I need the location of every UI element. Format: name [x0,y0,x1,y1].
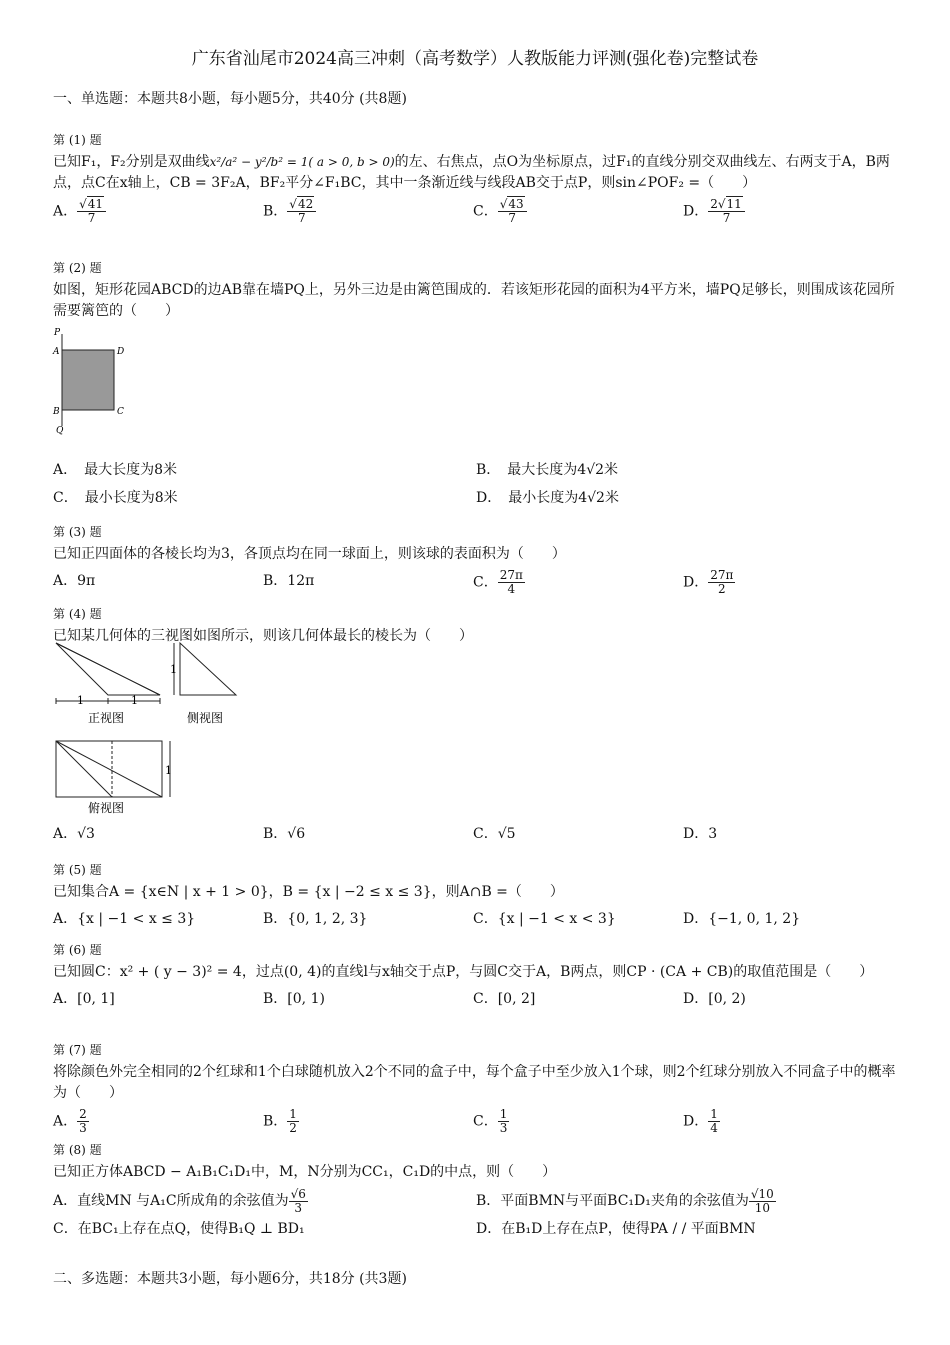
question-stem: 已知某几何体的三视图如图所示，则该几何体最长的棱长为（ ） [53,628,473,644]
label-a: A [53,347,60,357]
option-d[interactable]: D． $\frac{1}{4}$ [683,1107,718,1135]
dim-top: 1 [165,764,172,777]
option-a[interactable]: A．直线MN 与A₁C所成角的余弦值为 $\frac{√6}{3}$ [53,1186,306,1215]
question-number: 第 (6) 题 [53,943,102,957]
option-d[interactable]: D． $\frac{27\pi}{2}$ [683,568,734,596]
question-stem: 已知圆C：x² + ( y − 3)² = 4，过点(0, 4)的直线l与x轴交于点P，与圆C交于A，B两点，则CP · (CA + CB)的取值范围是（ ） [53,964,874,980]
option-a[interactable]: A．{x | −1 < x ≤ 3} [53,911,196,927]
question-number: 第 (1) 题 [53,133,102,147]
option-a[interactable]: A． $\frac{√41}{7}$ [53,198,263,225]
top-view-label: 俯视图 [88,801,125,815]
question-2 [53,258,903,322]
page-title: 广东省汕尾市2024高三冲刺（高考数学）人教版能力评测(强化卷)完整试卷 [191,49,759,69]
option-a[interactable]: A． $\frac{2}{3}$ [53,1107,87,1135]
option-list [53,569,903,596]
hyperbola-equation: x²/a² − y²/b² = 1( a > 0, b > 0) [209,155,395,169]
label-q: Q [56,426,64,436]
question-stem: 将除颜色外完全相同的2个红球和1个白球随机放入2个不同的盒子中，每个盒子中至少放入1个球，则2个红球分别放入不同盒子中的概率为（ ） [53,1064,896,1101]
question-1 [53,130,903,225]
dim-front-1: 1 [77,694,84,707]
question-stem: 如图，矩形花园ABCD的边AB靠在墙PQ上，另外三边是由篱笆围成的．若该矩形花园的面积为4平方米，墙PQ足够长，则围成该花园所需要篱笆的（ ） [53,282,895,319]
option-c[interactable]: C． 最小长度为8米 [53,490,178,506]
question-number: 第 (7) 题 [53,1043,102,1057]
option-b[interactable]: B． 最大长度为4√2米 [476,462,619,478]
question-3 [53,522,903,596]
option-b[interactable]: B．12π [263,573,315,589]
dim-side: 1 [170,663,177,676]
option-list [53,1187,903,1243]
question-number: 第 (8) 题 [53,1143,102,1157]
question-stem: 已知集合A = {x∈N | x + 1 > 0}，B = {x | −2 ≤ x ≤ 3}，则A∩B =（ ） [53,884,564,900]
option-c[interactable]: C．√5 [473,826,516,842]
question-2-options [53,452,903,512]
option-d[interactable]: D． $\frac{2√11}{7}$ [683,198,893,225]
section-heading-multiple-choice: 二、多选题：本题共3小题，每小题6分，共18分 (共3题) [53,1271,407,1287]
question-4-options [53,818,903,846]
option-c[interactable]: C． $\frac{1}{3}$ [473,1107,508,1135]
option-c[interactable]: C．{x | −1 < x < 3} [473,911,616,927]
question-number: 第 (5) 题 [53,863,102,877]
option-b[interactable]: B． $\frac{1}{2}$ [263,1107,297,1135]
option-b[interactable]: B．√6 [263,826,306,842]
question-stem: 已知正方体ABCD − A₁B₁C₁D₁中，M，N分别为CC₁，C₁D的中点，则（ ） [53,1164,557,1180]
option-a[interactable]: A．9π [53,573,96,589]
question-7 [53,1040,903,1135]
label-d: D [117,347,125,357]
option-list [53,1108,903,1135]
side-view-label: 侧视图 [187,711,224,725]
option-d[interactable]: D．{−1, 0, 1, 2} [683,911,801,927]
question-6 [53,940,903,1011]
label-p: P [54,328,61,338]
question-stem: 已知正四面体的各棱长均为3，各顶点均在同一球面上，则该球的表面积为（ ） [53,546,566,562]
option-d[interactable]: D．在B₁D上存在点P，使得PA / / 平面BMN [476,1221,756,1237]
option-list [53,987,903,1011]
option-list [53,907,903,931]
label-c: C [117,407,124,417]
question-number: 第 (4) 题 [53,607,102,621]
option-b[interactable]: B．{0, 1, 2, 3} [263,911,368,927]
option-b[interactable]: B． $\frac{√42}{7}$ [263,198,473,225]
question-stem: 已知F₁，F₂分别是双曲线x²/a² − y²/b² = 1( a > 0, b > 0)的左、右焦点，点O为坐标原点，过F₁的直线分别交双曲线左、右两支于A，B两点，点C在x轴上，CB = 3F₂A，BF₂平分∠F₁BC，其中一条渐近线与线段AB交于点P，则sin∠POF₂ =（ ） [53,154,890,191]
front-view-label: 正视图 [88,711,125,725]
question-8 [53,1140,903,1243]
option-c[interactable]: C．[0, 2] [473,991,536,1007]
label-b: B [53,407,60,417]
option-d[interactable]: D．[0, 2) [683,991,746,1007]
section-heading-single-choice: 一、单选题：本题共8小题，每小题5分，共40分 (共8题) [53,91,407,107]
option-b[interactable]: B．[0, 1) [263,991,325,1007]
option-b[interactable]: B．平面BMN与平面BC₁D₁夹角的余弦值为 $\frac{√10}{10}$ [476,1186,774,1215]
option-a[interactable]: A．√3 [53,826,95,842]
option-a[interactable]: A．[0, 1] [53,991,115,1007]
option-c[interactable]: C． $\frac{√43}{7}$ [473,198,683,225]
dim-front-2: 1 [131,694,138,707]
garden-figure [50,326,140,436]
option-c[interactable]: C．在BC₁上存在点Q，使得B₁Q ⊥ BD₁ [53,1221,305,1237]
option-list [53,198,903,225]
option-a[interactable]: A． 最大长度为8米 [53,462,178,478]
three-view-figure [50,640,250,820]
option-d[interactable]: D．3 [683,826,718,842]
question-number: 第 (2) 题 [53,261,102,275]
option-d[interactable]: D． 最小长度为4√2米 [476,490,619,506]
question-5 [53,860,903,931]
question-number: 第 (3) 题 [53,525,102,539]
option-c[interactable]: C． $\frac{27\pi}{4}$ [473,568,523,596]
